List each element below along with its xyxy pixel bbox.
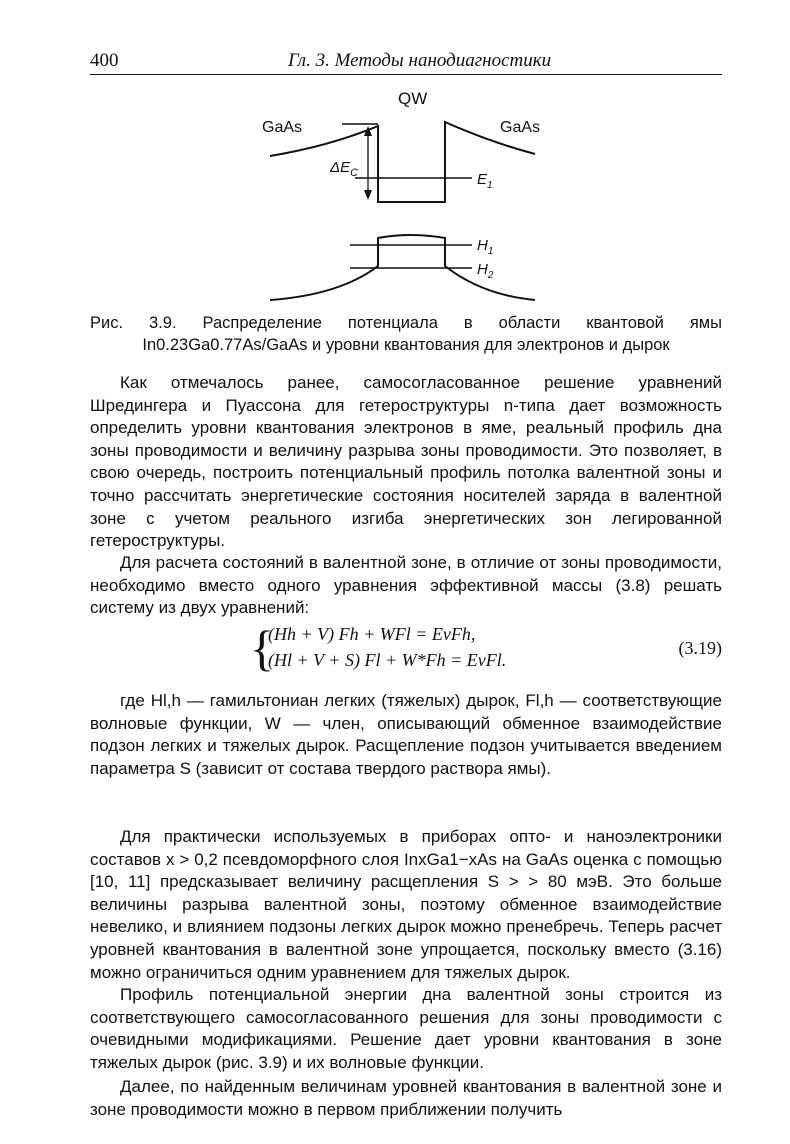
qw-label: QW: [398, 90, 428, 108]
paragraph-2: [90, 552, 722, 620]
equation-3-19: [250, 620, 722, 676]
caption-word: в: [463, 314, 473, 332]
paragraph-text: Для практически используемых в приборах опто- и наноэлектроники составов x > 0,2 псевдоморфного слоя InxGa1−xAs на GaAs оценка с помощью [10, 11] предсказывает величину расщепления S > > 80 мэВ. Это больше величины разрыва валентной зоны, поэтому обменное взаимодействие невелико, и влиянием подзоны легких дырок можно пренебречь. Теперь расчет уровней квантования в валентной зоне упрощается, поскольку вместо (3.16) можно ограничиться одним уравнением для тяжелых дырок.: [90, 827, 722, 982]
paragraph-6: [90, 1076, 722, 1121]
caption-word: Распределение: [202, 314, 322, 332]
caption-word: ямы: [689, 314, 722, 332]
paragraph-text: где Hl,h — гамильтониан легких (тяжелых) дырок, Fl,h — соответствующие волновые функции, W — член, описывающий обменное взаимодействие подзон легких и тяжелых дырок. Расщепление подзон учитывается введением параметра S (зависит от состава твердого раствора ямы).: [90, 691, 722, 778]
conduction-band-edge: [270, 122, 535, 202]
paragraph-text: Для расчета состояний в валентной зоне, в отличие от зоны проводимости, необходимо вместо одного уравнения эффективной массы (3.8) решать систему из двух уравнений:: [90, 553, 722, 618]
caption-line-2: In0.23Ga0.77As/GaAs и уровни квантования для электронов и дырок: [142, 336, 670, 354]
paragraph-4: [90, 826, 722, 984]
caption-word: Рис.: [90, 314, 124, 332]
caption-word: 3.9.: [149, 314, 177, 332]
page-number: 400: [90, 50, 119, 71]
page-header: [90, 48, 722, 75]
caption-word: потенциала: [347, 314, 438, 332]
e1-label: $E_1$: [477, 171, 493, 191]
equation-brace: {: [250, 620, 274, 676]
paragraph-1: [90, 372, 722, 553]
h1-label: $H_1$: [477, 237, 494, 257]
caption-word: области: [498, 314, 561, 332]
delta-ec-arrowhead-down: [364, 190, 372, 200]
running-title: Гл. 3. Методы нанодиагностики: [288, 50, 552, 71]
band-diagram: [250, 90, 560, 305]
h2-label: $H_2$: [477, 261, 494, 281]
equation-number: (3.19): [678, 638, 722, 658]
paragraph-text: Как отмечалось ранее, самосогласованное решение уравнений Шредингера и Пуассона для гетероструктуры n-типа дает возможность определить уровни квантования электронов в яме, реальный профиль дна зоны проводимости и величину разрыва зоны проводимости. Это позволяет, в свою очередь, построить потенциальный профиль потолка валентной зоны и точно рассчитать энергетические состояния носителей заряда в валентной зоне с учетом реального изгиба энергетических зон легированной гетероструктуры.: [90, 373, 722, 551]
figure-caption: [90, 312, 722, 356]
delta-ec-label: $\Delta E_C$: [330, 159, 359, 179]
caption-word: квантовой: [586, 314, 664, 332]
paragraph-text: Далее, по найденным величинам уровней квантования в валентной зоне и зоне проводимости можно в первом приближении получить: [90, 1077, 722, 1119]
paragraph-5: [90, 984, 722, 1074]
equation-line-1: (Hh + V) Fh + WFl = EvFh,: [268, 624, 476, 644]
band-diagram-figure: [250, 90, 560, 305]
paragraph-text: Профиль потенциальной энергии дна валентной зоны строится из соответствующего самосогласованного решения для зоны проводимости с очевидными модификациями. Решение дает уровни квантования в зоне тяжелых дырок (рис. 3.9) и их волновые функции.: [90, 985, 722, 1072]
equation-line-2: (Hl + V + S) Fl + W*Fh = EvFl.: [268, 650, 507, 670]
caption-line-1: [90, 312, 722, 334]
gaas-right-label: GaAs: [500, 119, 541, 136]
gaas-left-label: GaAs: [262, 119, 303, 136]
paragraph-3: [90, 690, 722, 780]
